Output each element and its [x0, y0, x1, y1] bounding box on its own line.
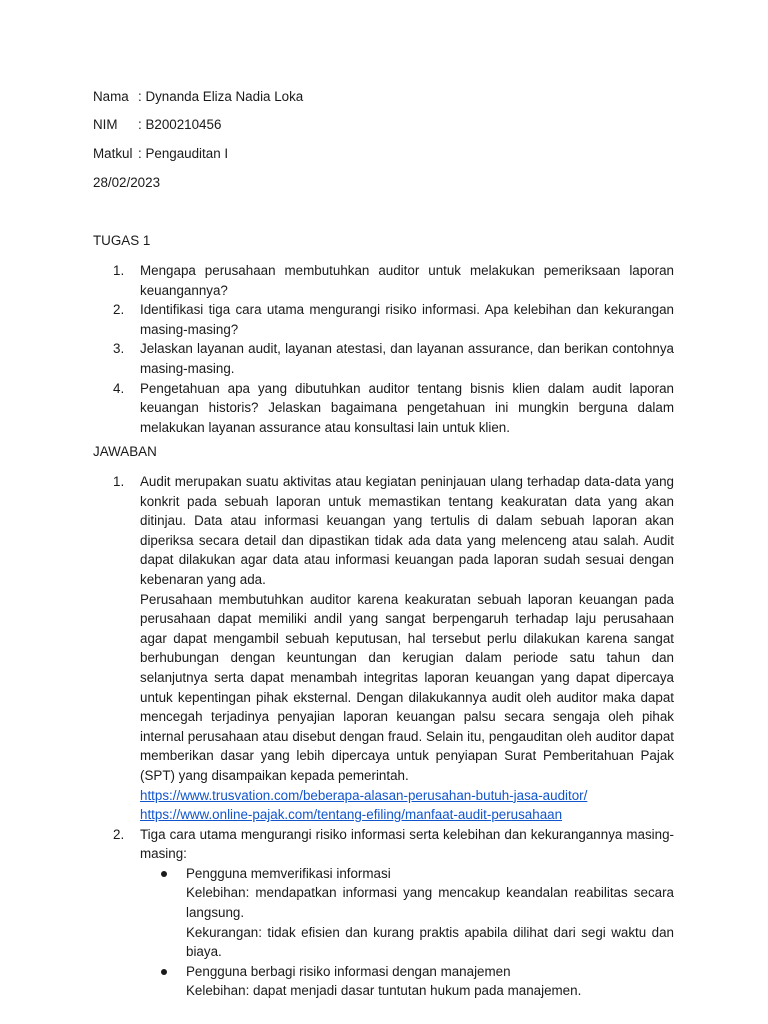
tugas-title: TUGAS 1 [93, 233, 151, 248]
question-list [113, 261, 674, 437]
answer-2-intro: Tiga cara utama mengurangi risiko informasi serta kelebihan dan kekurangannya masing-masing: [140, 826, 674, 862]
answer-item-2 [113, 825, 674, 1001]
question-number: 2. [113, 302, 125, 318]
bullet-title: Pengguna berbagi risiko informasi dengan manajemen [186, 963, 511, 979]
answer-item-1 [113, 472, 674, 825]
bullet-kekurangan: Kekurangan: tidak efisien dan kurang praktis apabila dilihat dari segi waktu dan biaya. [186, 924, 674, 960]
question-number: 1. [113, 263, 125, 278]
nim-line [93, 116, 221, 134]
reference-link-2[interactable]: https://www.online-pajak.com/tentang-efiling/manfaat-audit-perusahaan [140, 807, 563, 823]
nim-label: NIM [93, 117, 118, 132]
question-text: Mengapa perusahaan membutuhkan auditor untuk melakukan pemeriksaan laporan keuangannya? [140, 263, 674, 298]
nim-value: : B200210456 [138, 117, 222, 132]
matkul-label: Matkul [93, 146, 133, 161]
question-number: 4. [113, 380, 125, 396]
answer-1-paragraph-2: Perusahaan membutuhkan auditor karena keakuratan sebuah laporan keuangan pada perusahaan dapat memiliki andil yang sangat berpengaruh terhadap laju perusahaan agar dapat mengambil sebuah keputusan, hal tersebut perlu dilakukan karena sangat berhubungan dengan keuntungan dan kerugian dalam periode satu tahun dan selanjutnya serta dapat menambah integritas laporan keuangan yang dapat dipercaya untuk kepentingan pihak eksternal. Dengan dilakukannya audit oleh auditor maka dapat mencegah terjadinya penyajian laporan keuangan palsu secara sengaja oleh pihak internal perusahaan atau disebut dengan fraud. Selain itu, pengauditan oleh auditor dapat memberikan dasar yang lebih dipercaya untuk penyiapan Surat Pemberitahuan Pajak (SPT) yang disampaikan kepada pemerintah. [140, 591, 674, 783]
question-text: Jelaskan layanan audit, layanan atestasi, dan layanan assurance, dan berikan contohnya masing-masing. [140, 341, 674, 376]
answer-1-paragraph-1: Audit merupakan suatu aktivitas atau kegiatan peninjauan ulang terhadap data-data yang konkrit pada sebuah laporan untuk memastikan tentang keakuratan data yang akan ditinjau. Data atau informasi keuangan yang tertulis di dalam sebuah laporan akan diperiksa secara detail dan dipastikan tidak ada data yang melenceng atau salah. Audit dapat dilakukan agar data atau informasi keuangan pada laporan sudah sesuai dengan kebenaran yang ada. [140, 474, 674, 587]
bullet-item [186, 864, 674, 962]
answer-number: 1. [113, 474, 125, 489]
question-item [113, 379, 674, 438]
bullet-list [140, 864, 674, 1001]
nama-line [93, 88, 303, 106]
bullet-item [186, 962, 674, 1001]
question-item [113, 339, 674, 378]
bullet-kelebihan: Kelebihan: dapat menjadi dasar tuntutan hukum pada manajemen. [186, 983, 582, 999]
answer-list [113, 472, 674, 1001]
bullet-icon [161, 969, 167, 975]
question-text: Pengetahuan apa yang dibutuhkan auditor tentang bisnis klien dalam audit laporan keuangan historis? Jelaskan bagaimana pengetahuan ini mungkin berguna dalam melakukan layanan assurance atau konsultasi lain untuk klien. [140, 380, 674, 435]
matkul-value: : Pengauditan I [138, 146, 229, 161]
matkul-line [93, 145, 228, 163]
bullet-title: Pengguna memverifikasi informasi [186, 865, 391, 881]
bullet-kelebihan: Kelebihan: mendapatkan informasi yang mencakup keandalan reabilitas secara langsung. [186, 885, 674, 921]
question-text: Identifikasi tiga cara utama mengurangi risiko informasi. Apa kelebihan dan kekurangan masing-masing? [140, 302, 674, 337]
reference-link-1[interactable]: https://www.trusvation.com/beberapa-alasan-perusahan-butuh-jasa-auditor/ [140, 787, 588, 803]
question-item [113, 261, 674, 300]
answer-number: 2. [113, 826, 125, 842]
jawaban-title: JAWABAN [93, 444, 157, 459]
date: 28/02/2023 [93, 175, 161, 190]
bullet-icon [161, 871, 167, 877]
question-item [113, 300, 674, 339]
nama-label: Nama [93, 89, 129, 104]
nama-value: : Dynanda Eliza Nadia Loka [138, 89, 304, 104]
question-number: 3. [113, 341, 125, 357]
